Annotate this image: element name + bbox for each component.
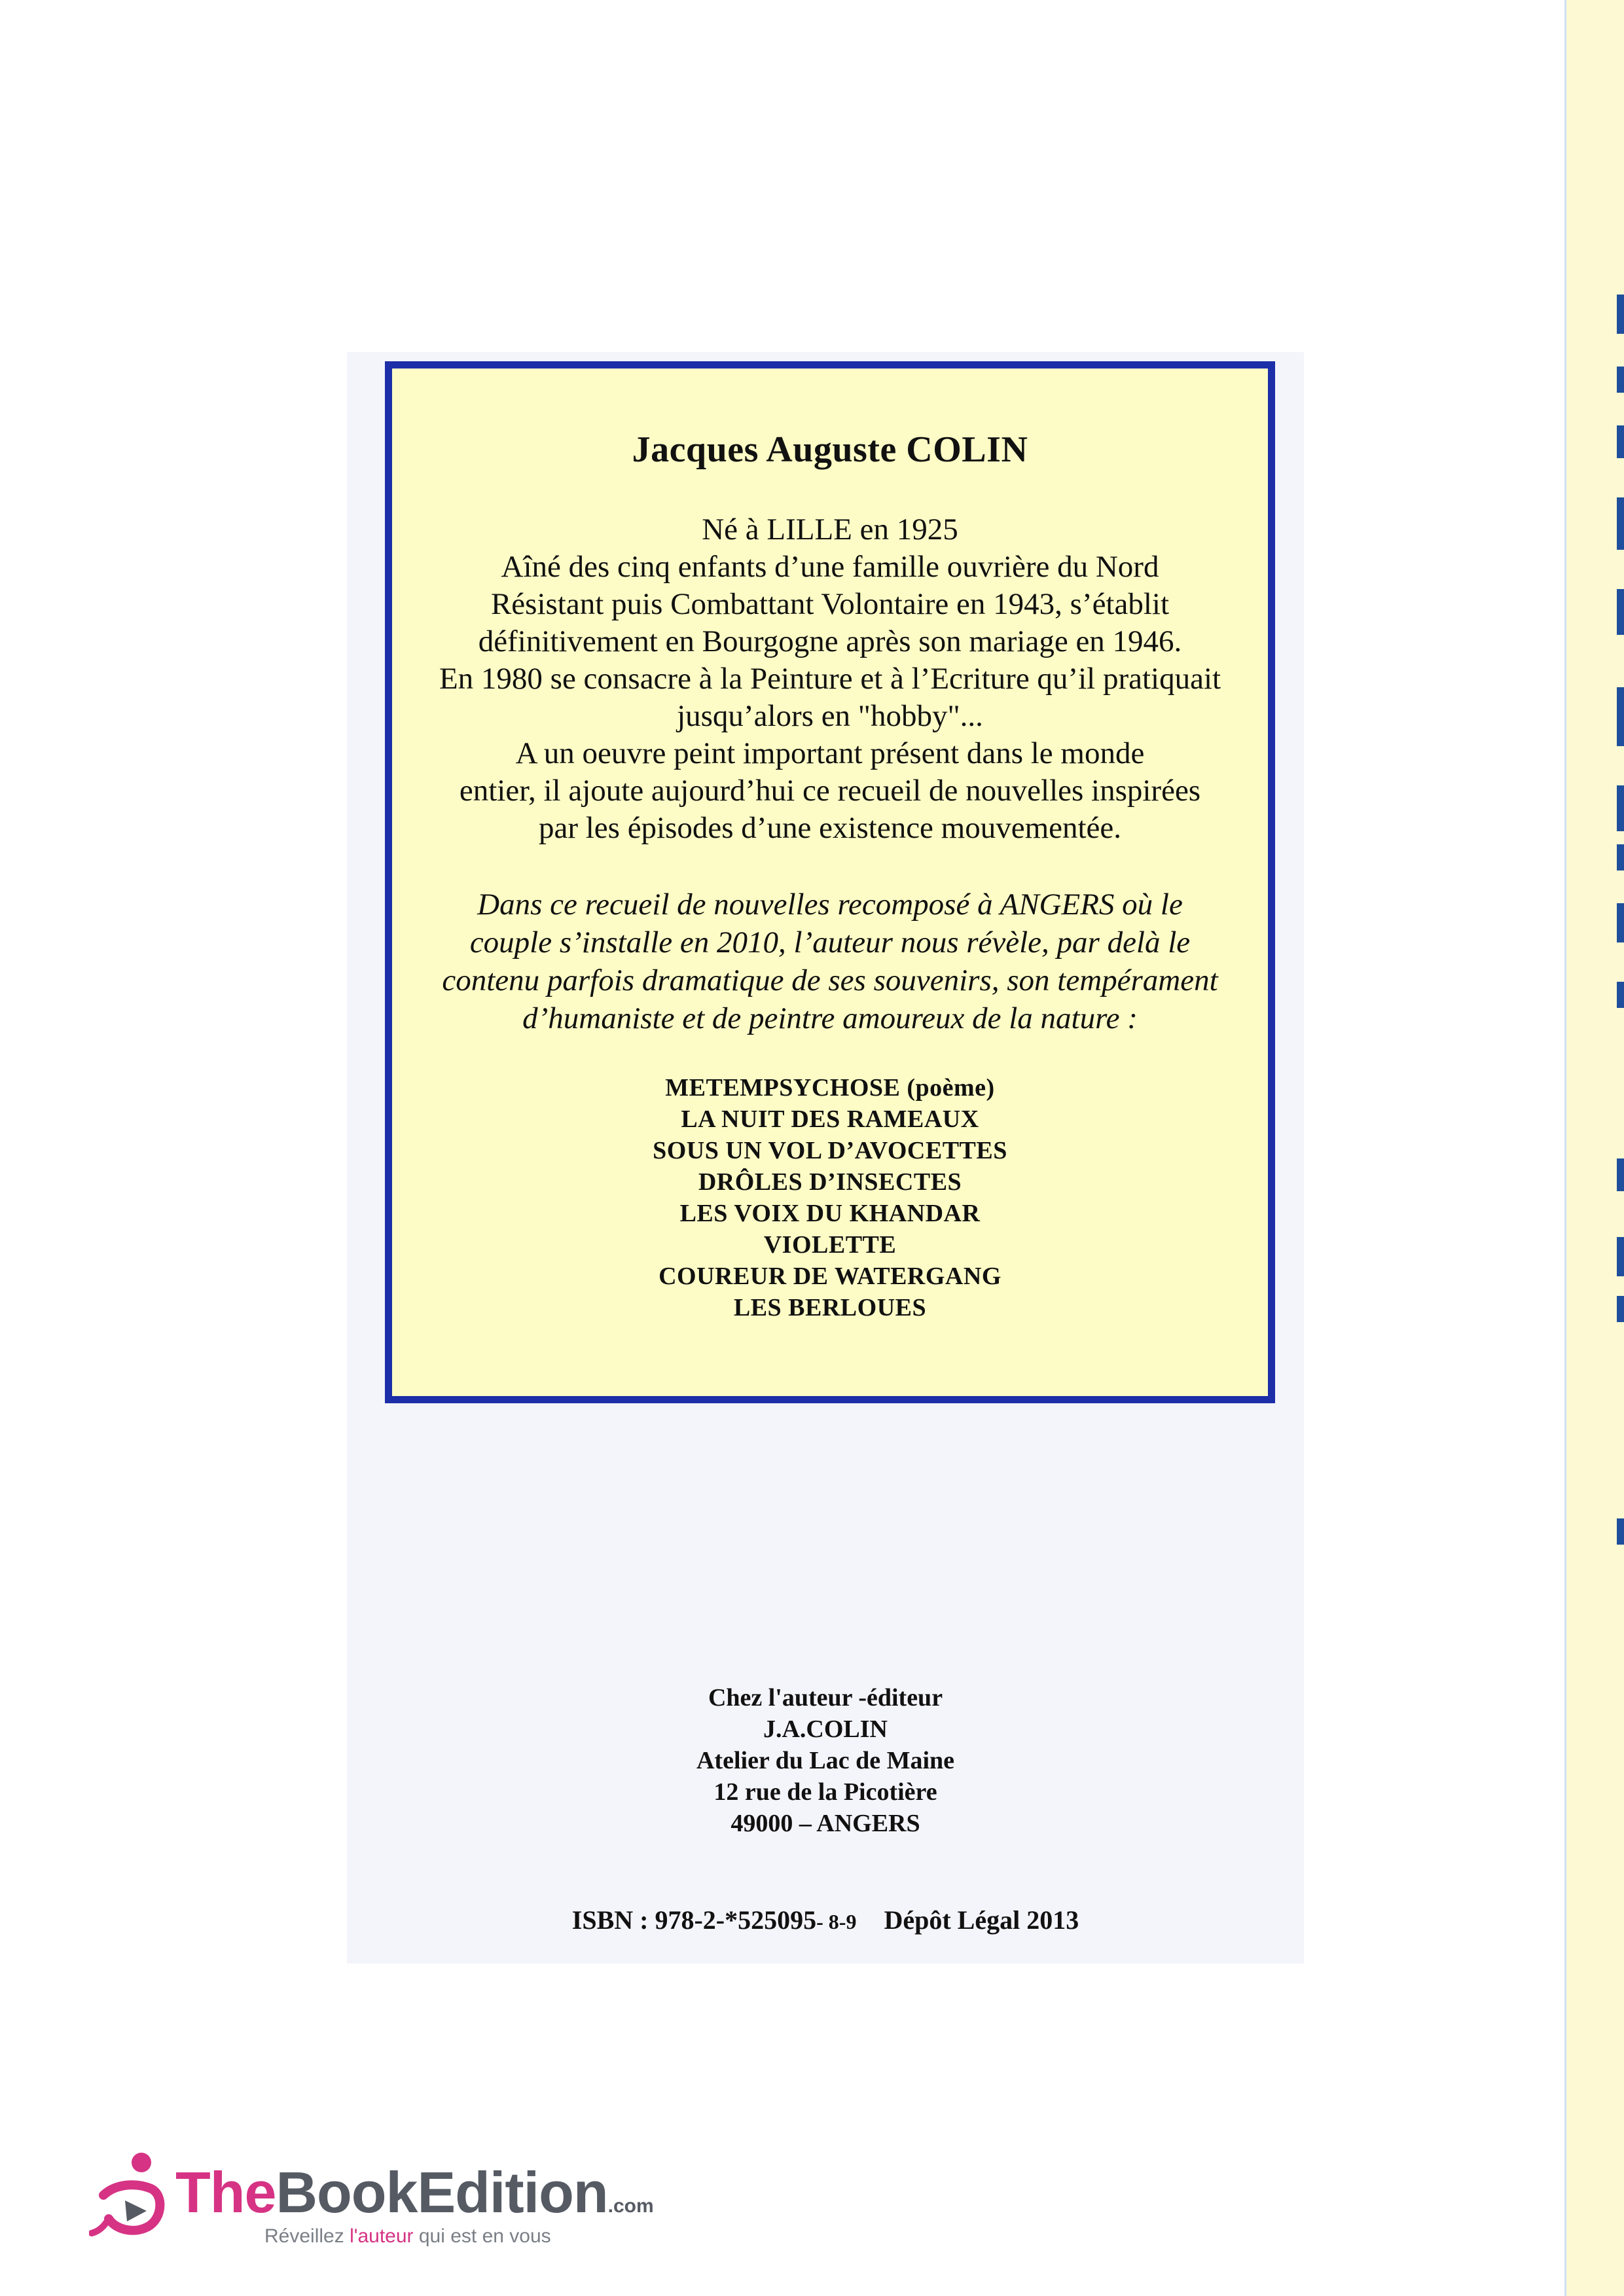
description-line: Dans ce recueil de nouvelles recomposé à ANGERS où le: [477, 888, 1183, 922]
work-title: METEMPSYCHOSE (poème): [665, 1074, 995, 1102]
bio-line: En 1980 se consacre à la Peinture et à l’Ecriture qu’il pratiquait: [439, 662, 1221, 696]
spine-mark: [1617, 844, 1624, 870]
spine-mark: [1617, 425, 1624, 458]
bio-line: définitivement en Bourgogne après son mariage en 1946.: [478, 624, 1182, 658]
publisher-line: J.A.COLIN: [763, 1715, 888, 1743]
bio-text: [405, 511, 1255, 847]
bio-line: par les épisodes d’une existence mouvementée.: [538, 811, 1122, 845]
legal-deposit: Dépôt Légal 2013: [884, 1905, 1079, 1935]
author-bio-box: [385, 361, 1275, 1403]
bio-line: jusqu’alors en "hobby"...: [677, 699, 983, 733]
spine-mark: [1617, 903, 1624, 942]
publisher-line: 49000 – ANGERS: [731, 1810, 920, 1837]
isbn-line: [347, 1905, 1304, 1935]
spine-mark: [1617, 367, 1624, 393]
description-line: contenu parfois dramatique de ses souvenirs, son tempérament: [442, 963, 1218, 997]
spine-mark: [1617, 785, 1624, 831]
collection-description: [405, 886, 1255, 1037]
spine-mark: [1617, 1296, 1624, 1322]
spine-mark: [1617, 1518, 1624, 1545]
spine-mark: [1617, 687, 1624, 746]
work-title: LES VOIX DU KHANDAR: [679, 1200, 981, 1227]
isbn-suffix: - 8-9: [816, 1910, 857, 1933]
publisher-line: Atelier du Lac de Maine: [696, 1747, 955, 1774]
spine-mark: [1617, 1237, 1624, 1276]
bio-line: A un oeuvre peint important présent dans le monde: [515, 736, 1145, 770]
work-title: SOUS UN VOL D’AVOCETTES: [653, 1137, 1007, 1164]
work-title: DRÔLES D’INSECTES: [698, 1168, 962, 1196]
isbn-number: ISBN : 978-2-*525095: [571, 1905, 817, 1935]
publisher-address: [347, 1682, 1304, 1839]
spine-mark: [1617, 295, 1624, 334]
spine-strip: [1564, 0, 1624, 2296]
bio-line: Né à LILLE en 1925: [702, 512, 958, 547]
spine-mark: [1617, 1158, 1624, 1191]
work-title: VIOLETTE: [763, 1231, 897, 1259]
logo-tagline: Réveillez l'auteur qui est en vous: [264, 2225, 551, 2247]
description-line: couple s’installe en 2010, l’auteur nous révèle, par delà le: [469, 925, 1191, 960]
work-title: COUREUR DE WATERGANG: [659, 1263, 1001, 1290]
spine-mark: [1617, 589, 1624, 635]
publisher-line: Chez l'auteur -éditeur: [708, 1684, 943, 1712]
publisher-line: 12 rue de la Picotière: [713, 1778, 937, 1806]
bio-line: Résistant puis Combattant Volontaire en 1943, s’établit: [490, 587, 1170, 621]
description-line: d’humaniste et de peintre amoureux de la nature :: [522, 1001, 1138, 1035]
work-title: LES BERLOUES: [733, 1294, 927, 1321]
reader-icon: [89, 2148, 174, 2246]
work-title: LA NUIT DES RAMEAUX: [681, 1105, 979, 1133]
spine-mark: [1617, 982, 1624, 1008]
logo-wordmark: TheBookEdition.com: [175, 2160, 654, 2225]
bio-line: Aîné des cinq enfants d’une famille ouvrière du Nord: [501, 550, 1159, 584]
works-list: [392, 1072, 1268, 1323]
thebookedition-logo: [89, 2148, 654, 2247]
spine-mark: [1617, 497, 1624, 550]
bio-line: entier, il ajoute aujourd’hui ce recueil de nouvelles inspirées: [459, 774, 1201, 808]
author-name: Jacques Auguste COLIN: [632, 429, 1028, 470]
